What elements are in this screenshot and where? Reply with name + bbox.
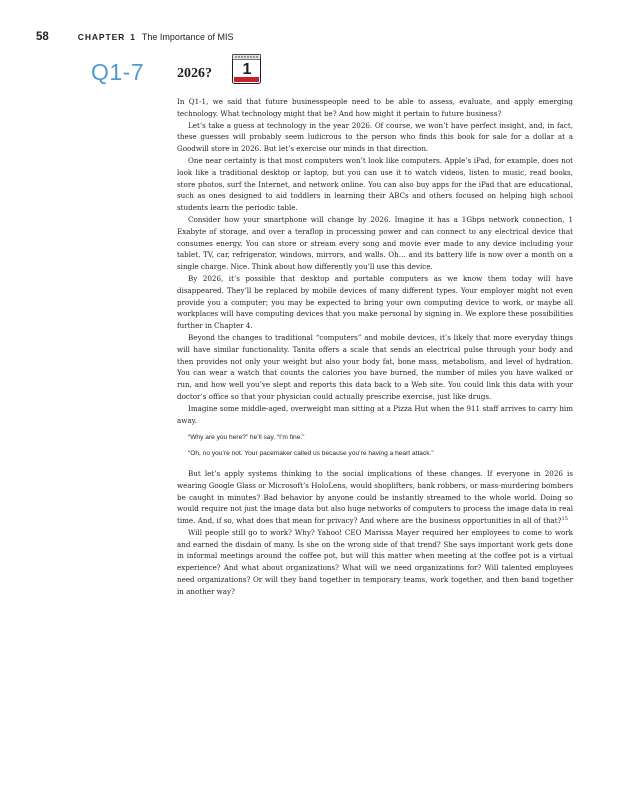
- footnote-ref: 15: [561, 516, 568, 523]
- question-label: Q1-7: [91, 59, 145, 85]
- paragraph-6: Beyond the changes to traditional “computers” and mobile devices, it’s likely that more everyday things will have similar functionality. Tanita offers a scale that sends an electrical pulse through your body and then provides not only your weight but also your body fat, bone mass, metabolism, and level of hydration. You can wear a watch that counts the calories you have burned, the number of miles you have walked or run, and how well you’ve slept and reports this data back to a Web site. You could link this data with your doctor’s office so that your physician could actually prescribe exercise, just like drugs.: [177, 332, 573, 401]
- calendar-day: 1: [242, 61, 252, 78]
- page-number: 58: [36, 31, 49, 43]
- dialogue-quote-2: “Oh, no you’re not. Your pacemaker called us because you’re having a heart attack.”: [188, 450, 434, 458]
- chapter-number: 1: [130, 32, 135, 42]
- calendar-graphic: [231, 52, 262, 85]
- question-title: 2026?: [177, 66, 212, 81]
- paragraph-2: Let’s take a guess at technology in the year 2026. Of course, we won’t have perfect insight, and, in fact, these guesses will probably seem ludicrous to the person who finds this book for sale for a dollar at a Goodwill store in 2026. But let’s exercise our minds in that direction.: [177, 120, 573, 154]
- paragraph-1: In Q1-1, we said that future businesspeople need to be able to assess, evaluate, and apply emerging technology. What technology might that be? And how might it pertain to future business?: [177, 97, 573, 118]
- paragraph-3: One near certainty is that most computers won’t look like computers. Apple’s iPad, for example, does not look like a traditional desktop or laptop, but you can use it to watch videos, listen to music, read books, store photos, surf the Internet, and network online. You can also buy apps for the iPad that are educational, such as ones designed to aid toddlers in learning their ABCs and others focused on helping high school students learn the periodic table.: [177, 155, 573, 213]
- paragraph-5: By 2026, it’s possible that desktop and portable computers as we know them today will have disappeared. They’ll be replaced by mobile devices of many different types. Your employer might not even provide you a computer; you may be expected to bring your own computing device to work, or maybe all workplaces will have computing devices that you make personal by signing in. We explore these possibilities further in Chapter 4.: [177, 273, 573, 331]
- running-header: [36, 31, 233, 45]
- paragraph-8: [177, 468, 573, 527]
- chapter-label: CHAPTER: [77, 32, 126, 42]
- paragraph-9: Will people still go to work? Why? Yahoo! CEO Marissa Mayer required her employees to come to work and earned the disdain of many. Is she on the wrong side of that trend? She says important work gets done in informal meetings around the coffee pot, but will this matter when meeting at the coffee pot is a virtual experience? And what about organizations? What will we need organizations for? Will talented employees need organizations? Or will they band together in temporary teams, work together, and then band together in another way?: [177, 527, 573, 596]
- dialogue-quote-1: “Why are you here?” he’ll say. “I’m fine.”: [188, 434, 305, 442]
- body-text: [177, 96, 573, 598]
- paragraph-4: Consider how your smartphone will change by 2026. Imagine it has a 1Gbps network connection, 1 Exabyte of storage, and over a teraflop in processing power and can connect to any electrical device that consumes energy. You can store or stream every song and movie ever made to any device including your tablet, TV, car, refrigerator, windows, mirrors, and walls. Oh… and its battery life is now over a month on a single charge. Nice. Think about how differently you’ll use this device.: [177, 214, 573, 272]
- calendar-icon: [231, 52, 262, 85]
- chapter-title: The Importance of MIS: [141, 32, 234, 42]
- paragraph-7: Imagine some middle-aged, overweight man sitting at a Pizza Hut when the 911 staff arrives to carry him away.: [177, 403, 573, 425]
- paragraph-8-text: But let’s apply systems thinking to the social implications of these changes. If everyone in 2026 is wearing Google Glass or Microsoft’s HoloLens, would shoplifters, bank robbers, or mass-murdering bombers be caught in minutes? Bad behavior by anyone could be instantly streamed to the whole world. Doing so would require not just the image data but also huge networks of computers to process the image data in real time. And, if so, what does that mean for privacy? And where are the business opportunities in all of that?: [177, 468, 573, 526]
